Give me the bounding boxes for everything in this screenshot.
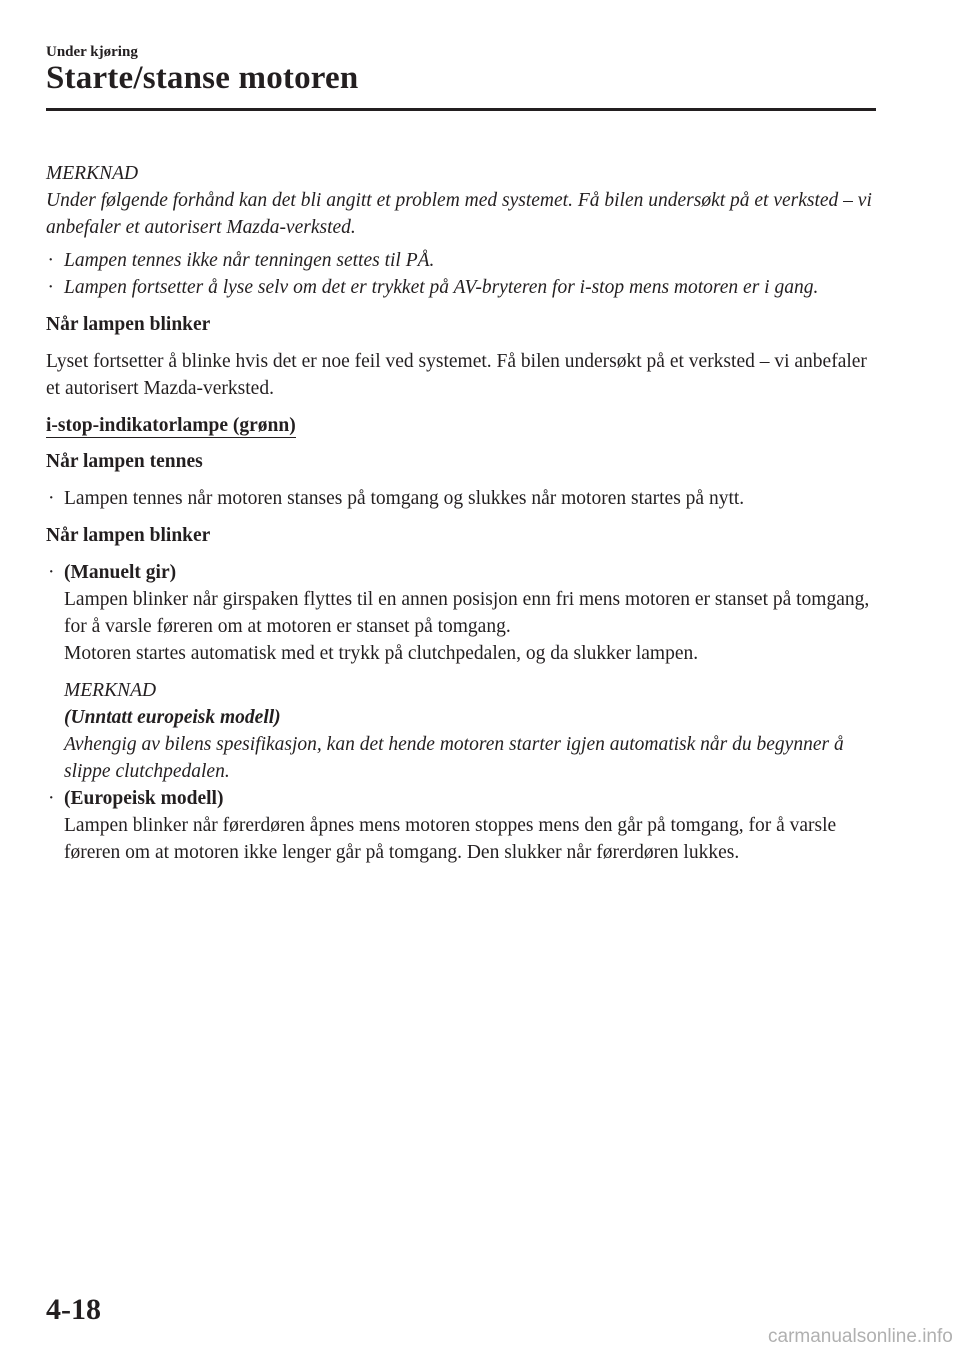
note-title: MERKNAD (46, 163, 139, 184)
bullet-dot-icon: · (48, 788, 55, 809)
bullet-dot-icon: · (48, 562, 55, 583)
list-item-manual (46, 559, 876, 785)
bullet-dot-icon: · (48, 250, 53, 271)
note-body: Under følgende forhånd kan det bli angitt et problem med systemet. Få bilen undersøkt på et verksted – vi anbefaler et autorisert Mazda-verksted. (46, 190, 872, 238)
item-title: (Europeisk modell) (64, 788, 224, 809)
item-body: Lampen blinker når førerdøren åpnes mens motoren stoppes mens den går på tomgang, for å varsle føreren om at motoren ikke lenger går på tomgang. Den slukker når førerdøren lukkes. (64, 815, 837, 863)
bullet-dot-icon: · (48, 488, 55, 509)
subheading-on: Når lampen tennes (46, 451, 203, 472)
page-content (46, 160, 876, 866)
header-divider (46, 108, 876, 111)
note-bullet: · Lampen tennes ikke når tenningen settes til PÅ. (46, 247, 876, 274)
note-bullet: · Lampen fortsetter å lyse selv om det er trykket på AV-bryteren for i-stop mens motoren er i gang. (46, 274, 876, 301)
list-item: · Lampen tennes når motoren stanses på tomgang og slukkes når motoren startes på nytt. (46, 485, 876, 512)
note-title: MERKNAD (64, 680, 157, 701)
section-label: Under kjøring (46, 44, 138, 60)
note-body: Avhengig av bilens spesifikasjon, kan det hende motoren starter igjen automatisk når du begynner å slippe clutchpedalen. (64, 734, 844, 782)
spacer (64, 667, 876, 677)
page-number: 4-18 (46, 1293, 101, 1326)
indicator-heading-link[interactable]: i-stop-indikatorlampe (grønn) (46, 415, 296, 436)
list-item-euro (46, 785, 876, 866)
watermark: carmanualsonline.info (768, 1326, 953, 1347)
body-paragraph: Lyset fortsetter å blinke hvis det er noe feil ved systemet. Få bilen undersøkt på et verksted – vi anbefaler et autorisert Mazda-verksted. (46, 351, 867, 399)
note-subtitle: (Unntatt europeisk modell) (64, 707, 281, 728)
bullet-dot-icon: · (48, 277, 53, 298)
subheading-blink: Når lampen blinker (46, 525, 211, 546)
chapter-title: Starte/stanse motoren (46, 60, 359, 96)
item-body: Motoren startes automatisk med et trykk på clutchpedalen, og da slukker lampen. (64, 643, 699, 664)
subheading-blink: Når lampen blinker (46, 314, 211, 335)
item-body: Lampen blinker når girspaken flyttes til en annen posisjon enn fri mens motoren er stanset på tomgang, for å varsle føreren om at motoren er stanset på tomgang. (64, 589, 870, 637)
note-block (46, 160, 876, 301)
item-title: (Manuelt gir) (64, 562, 177, 583)
